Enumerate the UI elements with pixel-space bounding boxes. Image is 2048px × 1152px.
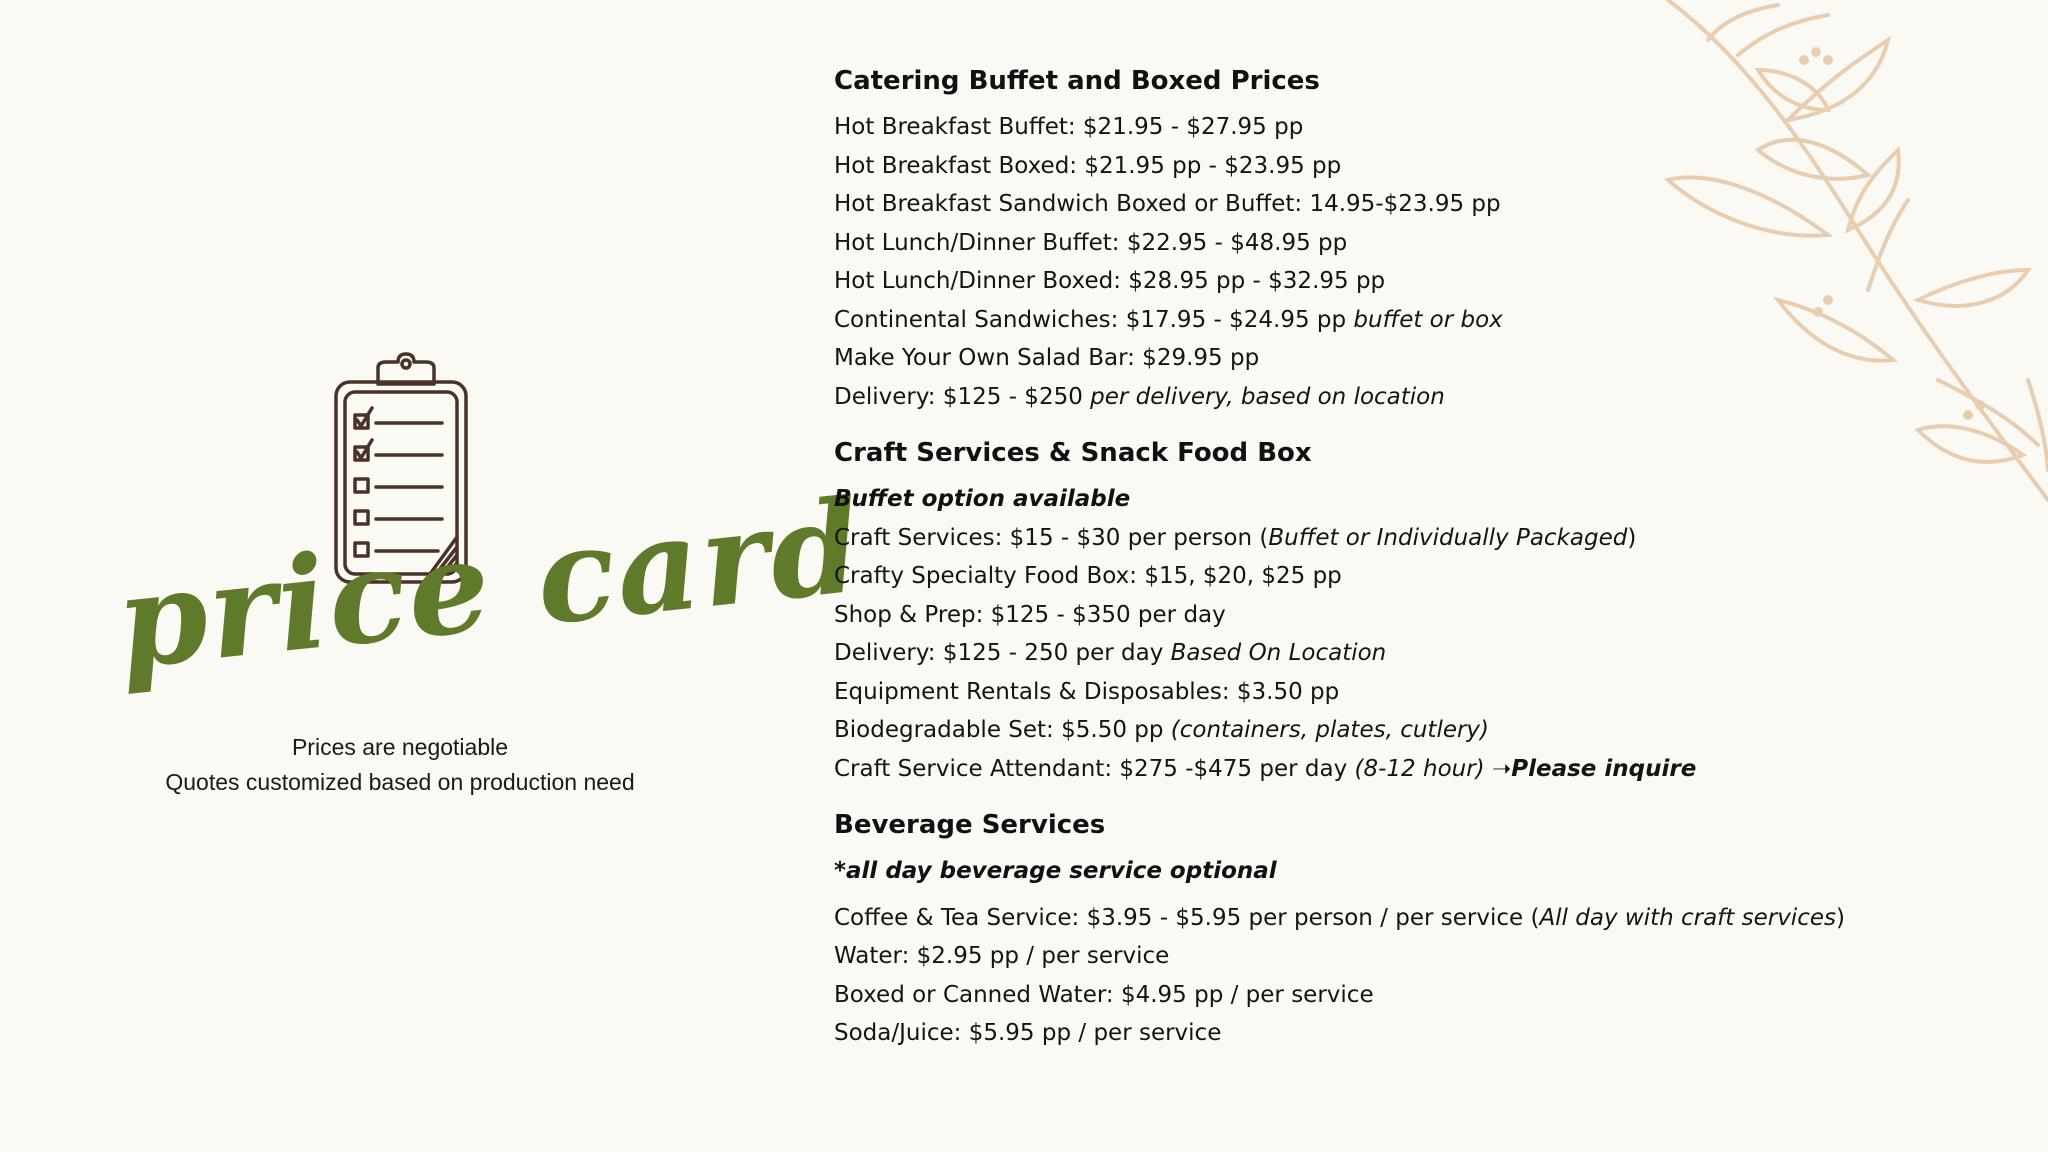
list-item: Biodegradable Set: $5.50 pp (containers, plates, cutlery) [834, 717, 1490, 743]
list-item: Soda/Juice: $5.95 pp / per service [834, 1020, 1222, 1046]
list-item: Hot Lunch/Dinner Boxed: $28.95 pp - $32.95 pp [834, 268, 1386, 294]
list-item: Make Your Own Salad Bar: $29.95 pp [834, 345, 1260, 371]
beverage-title: Beverage Services [834, 810, 1106, 840]
list-item: Hot Breakfast Sandwich Boxed or Buffet: 14.95-$23.95 pp [834, 191, 1501, 217]
craft-note: Buffet option available [834, 486, 1131, 512]
list-item: Coffee & Tea Service: $3.95 - $5.95 per person / per service (All day with craft services) [834, 904, 1845, 931]
craft-section [834, 434, 2014, 788]
list-item: Boxed or Canned Water: $4.95 pp / per service [834, 981, 1374, 1008]
left-notes [110, 730, 690, 800]
list-item: Delivery: $125 - $250 per delivery, based on location [834, 383, 1445, 410]
list-item: Crafty Specialty Food Box: $15, $20, $25 pp [834, 563, 1342, 589]
catering-section [834, 62, 2014, 416]
list-item: Delivery: $125 - 250 per day Based On Location [834, 640, 1387, 666]
list-item: Hot Breakfast Boxed: $21.95 pp - $23.95 pp [834, 152, 1342, 179]
craft-title: Craft Services & Snack Food Box [834, 438, 1312, 468]
price-card-title: price card [110, 471, 870, 699]
beverage-note: *all day beverage service optional [834, 858, 1277, 884]
beverage-section [834, 806, 2014, 1053]
catering-title: Catering Buffet and Boxed Prices [834, 66, 1320, 96]
list-item: Shop & Prep: $125 - $350 per day [834, 601, 1226, 628]
list-item: Hot Breakfast Buffet: $21.95 - $27.95 pp [834, 114, 1304, 140]
list-item: Continental Sandwiches: $17.95 - $24.95 pp buffet or box [834, 306, 1503, 333]
quotes-note: Quotes customized based on production need [165, 769, 635, 795]
list-item: Craft Service Attendant: $275 -$475 per day (8-12 hour) ➝Please inquire [834, 755, 1697, 782]
list-item: Craft Services: $15 - $30 per person (Buffet or Individually Packaged) [834, 524, 1637, 551]
list-item: Water: $2.95 pp / per service [834, 943, 1170, 969]
negotiable-note: Prices are negotiable [291, 734, 509, 760]
list-item: Hot Lunch/Dinner Buffet: $22.95 - $48.95 pp [834, 229, 1348, 256]
list-item: Equipment Rentals & Disposables: $3.50 pp [834, 678, 1340, 705]
price-list [834, 62, 2014, 1071]
